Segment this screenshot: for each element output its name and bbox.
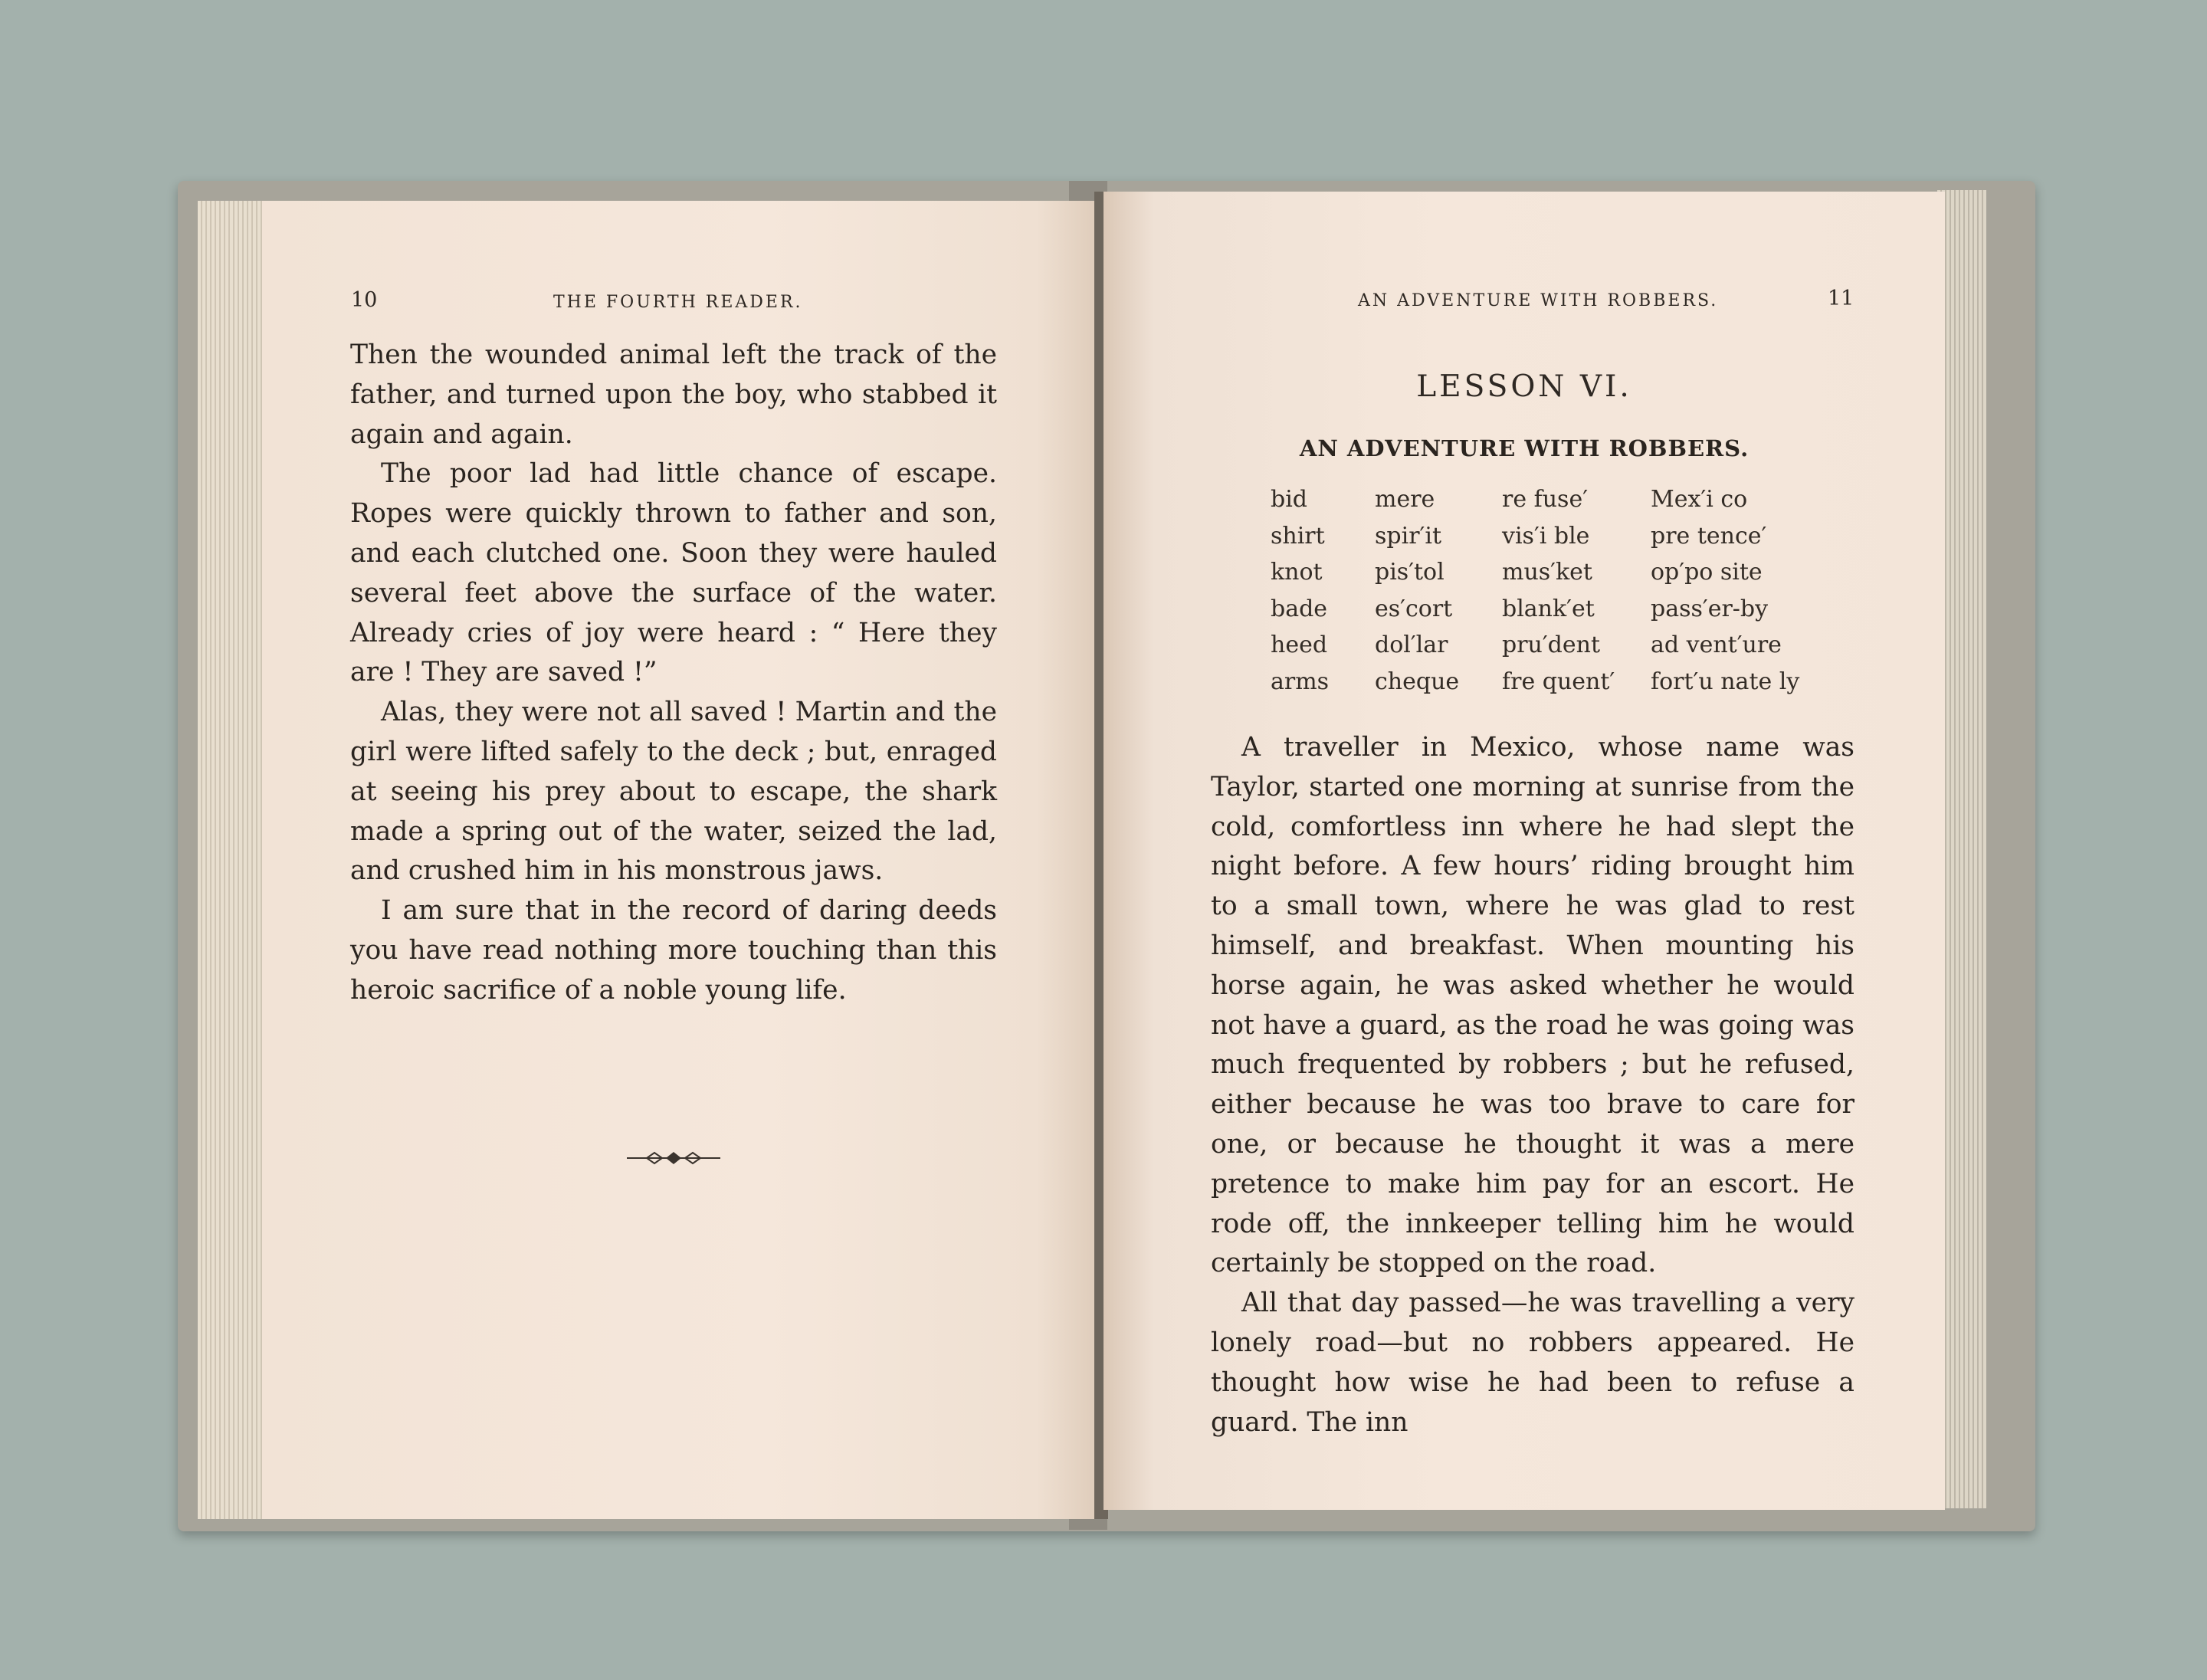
vocabulary-list (1271, 481, 1807, 704)
vocabulary-column (1375, 481, 1459, 700)
vocabulary-word: blank′et (1502, 595, 1595, 622)
paragraph: I am sure that in the record of daring deeds you have read nothing more touching than this heroic sacrifice of a noble young life. (350, 895, 997, 1006)
vocabulary-word: arms (1271, 668, 1330, 695)
vocabulary-word: cheque (1375, 668, 1460, 695)
vocabulary-word: vis′i ble (1502, 522, 1590, 550)
paragraph: Then the wounded animal left the track of the father, and turned upon the boy, who stabbed it again and again. (350, 340, 997, 450)
vocabulary-word: spir′it (1375, 522, 1441, 550)
vocabulary-word: es′cort (1375, 595, 1453, 622)
vocabulary-word: fre quent′ (1502, 668, 1615, 695)
running-head: AN ADVENTURE WITH ROBBERS. (1358, 291, 1719, 310)
vocabulary-word: knot (1271, 559, 1323, 586)
left-body-text (350, 336, 997, 1011)
vocabulary-column (1651, 481, 1799, 700)
page-edges-left (198, 201, 262, 1519)
vocabulary-column (1271, 481, 1329, 700)
right-body-text (1211, 728, 1854, 1442)
lesson-title: LESSON VI. (1416, 369, 1632, 404)
vocabulary-word: pru′dent (1502, 632, 1601, 658)
vocabulary-word: op′po site (1651, 559, 1763, 586)
vocabulary-word: bade (1271, 595, 1328, 622)
paragraph: Alas, they were not all saved ! Martin and the girl were lifted safely to the deck ; but, enraged at seeing his prey about to escape, the shark made a spring out of the water, seized the lad, and crushed him in his monstrous jaws. (350, 697, 997, 887)
vocabulary-word: dol′lar (1375, 632, 1448, 658)
paragraph: The poor lad had little chance of escape. Ropes were quickly thrown to father and son, and each clutched one. Soon they were hauled several feet above the surface of the water. Already cries of joy were heard : “ Here they are ! They are saved !” (350, 458, 997, 688)
paragraph: All that day passed—he was travelling a very lonely road—but no robbers appeared. He thought how wise he had been to refuse a guard. The inn (1211, 1288, 1854, 1438)
vocabulary-word: pass′er-by (1651, 595, 1769, 622)
vocabulary-column (1502, 481, 1615, 700)
vocabulary-word: fort′u nate ly (1651, 668, 1800, 695)
left-page (262, 201, 1104, 1519)
vocabulary-word: pre tence′ (1651, 522, 1767, 550)
vocabulary-word: mere (1375, 486, 1435, 513)
vocabulary-word: shirt (1271, 522, 1325, 550)
lesson-subtitle: AN ADVENTURE WITH ROBBERS. (1299, 435, 1750, 461)
running-head: THE FOURTH READER. (553, 293, 803, 312)
page-number: 11 (1828, 287, 1854, 310)
vocabulary-word: heed (1271, 632, 1328, 658)
vocabulary-word: ad vent′ure (1651, 632, 1782, 658)
vocabulary-word: re fuse′ (1502, 486, 1589, 513)
vocabulary-word: bid (1271, 486, 1308, 513)
page-number: 10 (351, 288, 378, 312)
vocabulary-word: pis′tol (1375, 559, 1445, 586)
paragraph: A traveller in Mexico, whose name was Taylor, started one morning at sunrise from the cold, comfortless inn where he had slept the night before. A few hours’ riding brought him to a small town, where he was glad to rest himself, and breakfast. When mounting his horse again, he was asked whether he would not have a guard, as the road he was going was much frequented by robbers ; but he refused, either because he was too brave to care for one, or because he thought it was a mere pretence to make him pay for an escort. He rode off, the innkeeper telling him he would certainly be stopped on the road. (1211, 732, 1854, 1279)
fleuron-ornament (624, 1147, 723, 1170)
vocabulary-word: Mex′i co (1651, 486, 1748, 513)
vocabulary-word: mus′ket (1502, 559, 1592, 586)
right-page (1104, 192, 1945, 1510)
